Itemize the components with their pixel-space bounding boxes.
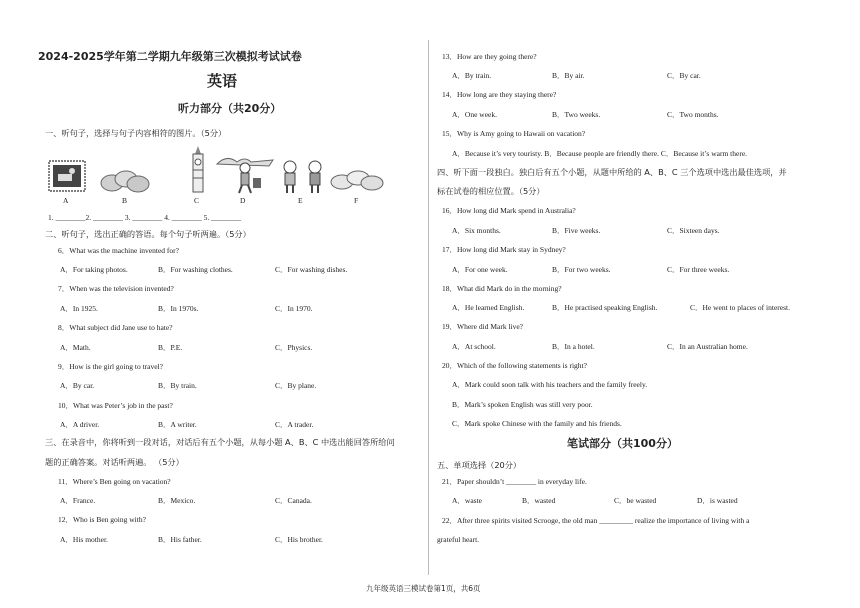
question-8: 8．What subject did Jane use to hate?: [58, 323, 173, 332]
q17-option-a: A．For one week.: [452, 265, 508, 274]
q9-option-b: B．By train.: [158, 381, 197, 390]
picture-label-e: E: [298, 196, 303, 205]
section5-heading: 五、单项选择（20分）: [437, 460, 522, 470]
picture-e-children: [279, 158, 327, 199]
q7-option-b: B．In 1970s.: [158, 304, 199, 313]
q19-option-b: B．In a hotel.: [552, 342, 595, 351]
q15-options: A．Because it’s very touristy. B．Because people are friendly there. C．Because it’s warm there.: [452, 149, 748, 158]
question-22-line1: 22．After three spirits visited Scrooge, the old man _________ realize the importance of living with a: [442, 516, 750, 525]
exam-title: 2024-2025学年第二学期九年级第三次模拟考试试卷: [38, 50, 302, 63]
question-14: 14．How long are they staying there?: [442, 90, 557, 99]
section1-answer-blanks: 1. ________2. ________ 3. ________ 4. ________ 5. ________: [48, 213, 242, 222]
writing-part-title: 笔试部分（共100分）: [567, 437, 678, 450]
q12-option-b: B．His father.: [158, 535, 202, 544]
q10-option-b: B．A writer.: [158, 420, 197, 429]
question-13: 13．How are they going there?: [442, 52, 537, 61]
q21-option-b: B．wasted: [522, 496, 556, 505]
q20-option-b: B．Mark’s spoken English was still very poor.: [452, 400, 593, 409]
q14-option-c: C．Two months.: [667, 110, 719, 119]
column-divider: [428, 40, 429, 575]
question-9: 9．How is the girl going to travel?: [58, 362, 163, 371]
question-7: 7．When was the television invented?: [58, 284, 174, 293]
q14-option-a: A．One week.: [452, 110, 497, 119]
section1-heading: 一、听句子，选择与句子内容相符的图片。（5分）: [45, 128, 227, 138]
question-19: 19．Where did Mark live?: [442, 322, 524, 331]
q8-option-b: B．P.E.: [158, 343, 183, 352]
q19-option-a: A．At school.: [452, 342, 496, 351]
q17-option-c: C．For three weeks.: [667, 265, 730, 274]
question-20: 20．Which of the following statements is right?: [442, 361, 587, 370]
q6-option-b: B．For washing clothes.: [158, 265, 233, 274]
picture-b-buns: [100, 167, 150, 198]
q10-option-c: C．A trader.: [275, 420, 314, 429]
q21-option-d: D．is wasted: [697, 496, 738, 505]
section4-heading-line1: 四、听下面一段独白。独白后有五个小题，从题中所给的 A、B、C 三个选项中选出最佳选项，并: [437, 167, 787, 177]
q20-option-a: A．Mark could soon talk with his teachers and the family freely.: [452, 380, 648, 389]
q18-option-b: B．He practised speaking English.: [552, 303, 658, 312]
picture-label-f: F: [354, 196, 359, 205]
picture-a-stamp: [48, 160, 86, 197]
listening-part-title: 听力部分（共20分）: [178, 102, 282, 115]
question-21: 21．Paper shouldn’t ________ in everyday life.: [442, 477, 587, 486]
question-22-line2: grateful heart.: [437, 535, 480, 544]
q8-option-c: C．Physics.: [275, 343, 313, 352]
picture-d-traveler: [215, 150, 277, 199]
question-16: 16．How long did Mark spend in Australia?: [442, 206, 576, 215]
q11-option-a: A．France.: [60, 496, 96, 505]
page-footer: 九年级英语三模试卷第1页，共6页: [366, 584, 481, 593]
subject-title: 英语: [207, 72, 238, 90]
q9-option-c: C．By plane.: [275, 381, 317, 390]
q12-option-a: A．His mother.: [60, 535, 108, 544]
picture-label-c: C: [194, 196, 200, 205]
q13-option-a: A．By train.: [452, 71, 492, 80]
q9-option-a: A．By car.: [60, 381, 95, 390]
section3-heading-line2: 题的正确答案。对话听两遍。 （5分）: [45, 457, 184, 467]
q18-option-c: C．He went to places of interest.: [690, 303, 790, 312]
q10-option-a: A．A driver.: [60, 420, 100, 429]
q13-option-b: B．By air.: [552, 71, 585, 80]
picture-c-tower: [187, 146, 209, 199]
question-17: 17．How long did Mark stay in Sydney?: [442, 245, 566, 254]
question-10: 10．What was Peter’s job in the past?: [58, 401, 173, 410]
section4-heading-line2: 标在试卷的相应位置。（5分）: [437, 186, 545, 196]
section2-heading: 二、听句子，选出正确的答语。每个句子听两遍。（5分）: [45, 229, 251, 239]
q7-option-c: C．In 1970.: [275, 304, 313, 313]
q16-option-c: C．Sixteen days.: [667, 226, 720, 235]
q19-option-c: C．In an Australian home.: [667, 342, 748, 351]
q11-option-b: B．Mexico.: [158, 496, 196, 505]
q7-option-a: A．In 1925.: [60, 304, 98, 313]
q21-option-c: C．be wasted: [614, 496, 657, 505]
picture-label-a: A: [63, 196, 69, 205]
question-11: 11．Where’s Ben going on vacation?: [58, 477, 171, 486]
section3-heading-line1: 三、在录音中，你将听到一段对话，对话后有五个小题，从每小题 A、B、C 中选出能回答所给问: [45, 437, 395, 447]
q18-option-a: A．He learned English.: [452, 303, 525, 312]
q6-option-c: C．For washing dishes.: [275, 265, 348, 274]
picture-f-dumplings: [330, 168, 384, 197]
q8-option-a: A．Math.: [60, 343, 91, 352]
question-15: 15．Why is Amy going to Hawaii on vacation?: [442, 129, 586, 138]
q6-option-a: A．For taking photos.: [60, 265, 128, 274]
q21-option-a: A．waste: [452, 496, 482, 505]
q13-option-c: C．By car.: [667, 71, 701, 80]
q20-option-c: C．Mark spoke Chinese with the family and his friends.: [452, 419, 622, 428]
q17-option-b: B．For two weeks.: [552, 265, 611, 274]
q16-option-a: A．Six months.: [452, 226, 501, 235]
q12-option-c: C．His brother.: [275, 535, 323, 544]
question-18: 18．What did Mark do in the morning?: [442, 284, 562, 293]
question-12: 12．Who is Ben going with?: [58, 515, 146, 524]
picture-label-b: B: [122, 196, 128, 205]
q16-option-b: B．Five weeks.: [552, 226, 601, 235]
picture-label-d: D: [240, 196, 246, 205]
q11-option-c: C．Canada.: [275, 496, 312, 505]
question-6: 6．What was the machine invented for?: [58, 246, 179, 255]
q14-option-b: B．Two weeks.: [552, 110, 601, 119]
